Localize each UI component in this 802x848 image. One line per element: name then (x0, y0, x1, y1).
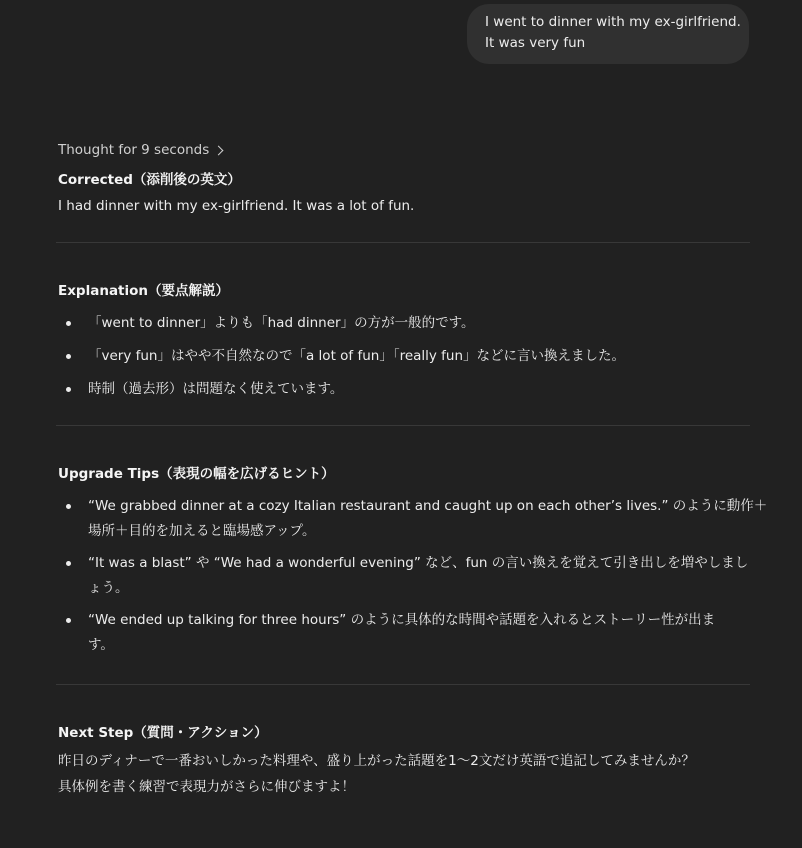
list-item: 「went to dinner」よりも「had dinner」の方が一般的です。 (58, 311, 750, 335)
chevron-right-icon (214, 146, 224, 156)
explanation-heading: Explanation（要点解説） (58, 283, 230, 299)
list-item: “It was a blast” や “We had a wonderful evening” など、fun の言い換えを覚えて引き出しを増やしまし ょう。 (58, 551, 750, 601)
thought-toggle[interactable] (58, 138, 750, 162)
explanation-list (58, 311, 750, 401)
corrected-text: I had dinner with my ex-girlfriend. It was a lot of fun. (58, 198, 415, 214)
next-step-text: 昨日のディナーで一番おいしかった料理や、盛り上がった話題を1〜2文だけ英語で追記してみませんか？ 具体例を書く練習で表現力がさらに伸びますよ！ (58, 753, 695, 795)
list-item: 「very fun」はやや不自然なので「a lot of fun」「really fun」などに言い換えました。 (58, 344, 750, 368)
next-step-heading: Next Step（質問・アクション） (58, 725, 268, 741)
list-item: “We ended up talking for three hours” のように具体的な時間や話題を入れるとストーリー性が出ま す。 (58, 608, 750, 658)
upgrade-tips-list (58, 494, 768, 658)
user-message-bubble (467, 4, 749, 64)
user-message-line: I went to dinner with my ex-girlfriend. (485, 14, 741, 30)
list-item: “We grabbed dinner at a cozy Italian restaurant and caught up on each other’s lives.” のように動作＋ 場所＋目的を加えると臨場感アップ。 (58, 494, 750, 544)
upgrade-tips-heading: Upgrade Tips（表現の幅を広げるヒント） (58, 466, 335, 482)
list-item: 時制（過去形）は問題なく使えています。 (58, 377, 750, 401)
user-message-line: It was very fun (485, 35, 586, 51)
corrected-heading: Corrected（添削後の英文） (58, 172, 241, 188)
assistant-response (58, 140, 768, 800)
thought-label: Thought for 9 seconds (58, 142, 210, 158)
